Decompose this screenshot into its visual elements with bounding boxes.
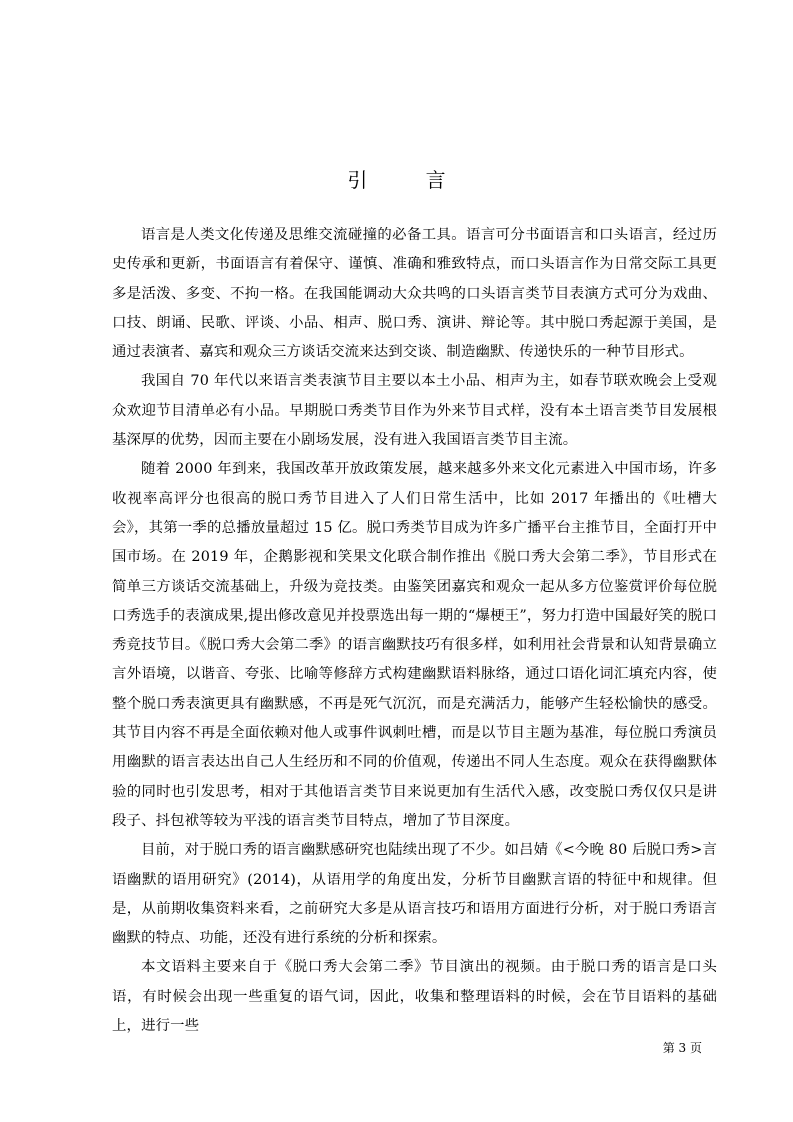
page-number: 第 3 页 xyxy=(662,1041,702,1055)
paragraph-1: 语言是人类文化传递及思维交流碰撞的必备工具。语言可分书面语言和口头语言，经过历史传承和更新，书面语言有着保守、谨慎、准确和雅致特点，而口头语言作为日常交际工具更多是活泼、多变、不拘一格。在我国能调动大众共鸣的口头语言类节目表演方式可分为戏曲、口技、朗诵、民歌、评谈、小品、相声、脱口秀、演讲、辩论等。其中脱口秀起源于美国，是通过表演者、嘉宾和观众三方谈话交流来达到交谈、制造幽默、传递快乐的一种节目形式。 xyxy=(112,227,717,361)
section-title: 引 言 xyxy=(347,168,472,192)
paragraph-3: 随着 2000 年到来，我国改革开放政策发展，越来越多外来文化元素进入中国市场，许多收视率高评分也很高的脱口秀节目进入了人们日常生活中，比如 2017 年播出的《吐槽大会》，其第一季的总播放量超过 15 亿。脱口秀类节目成为许多广播平台主推节目，全面打开中国市场。在 2019 年，企鹅影视和笑果文化联合制作推出《脱口秀大会第二季》，节目形式在简单三方谈话交流基础上，升级为竞技类。由鉴笑团嘉宾和观众一起从多方位鉴赏评价每位脱口秀选手的表演成果,提出修改意见并投票选出每一期的“爆梗王”，努力打造中国最好笑的脱口秀竞技节目。《脱口秀大会第二季》的语言幽默技巧有很多样，如利用社会背景和认知背景确立言外语境，以谐音、夸张、比喻等修辞方式构建幽默语料脉络，通过口语化词汇填充内容，使整个脱口秀表演更具有幽默感，不再是死气沉沉，而是充满活力，能够产生轻松愉快的感受。其节目内容不再是全面依赖对他人或事件讽刺吐槽，而是以节目主题为基准，每位脱口秀演员用幽默的语言表达出自己人生经历和不同的价值观，传递出不同人生态度。观众在获得幽默体验的同时也引发思考，相对于其他语言类节目来说更加有生活代入感，改变脱口秀仅仅只是讲段子、抖包袱等较为平浅的语言类节目特点，增加了节目深度。 xyxy=(112,461,717,829)
paragraph-4: 目前，对于脱口秀的语言幽默感研究也陆续出现了不少。如吕婧《<今晚 80 后脱口秀>言语幽默的语用研究》(2014)，从语用学的角度出发，分析节目幽默言语的特征中和规律。但是，从前期收集资料来看，之前研究大多是从语言技巧和语用方面进行分析，对于脱口秀语言幽默的特点、功能，还没有进行系统的分析和探索。 xyxy=(112,842,717,947)
body-text xyxy=(112,221,717,1041)
paragraph-5: 本文语料主要来自于《脱口秀大会第二季》节目演出的视频。由于脱口秀的语言是口头语，有时候会出现一些重复的语气词，因此，收集和整理语料的时候，会在节目语料的基础上，进行一些 xyxy=(112,959,717,1035)
paragraph-2: 我国自 70 年代以来语言类表演节目主要以本土小品、相声为主，如春节联欢晚会上受观众欢迎节目清单必有小品。早期脱口秀类节目作为外来节目式样，没有本土语言类节目发展根基深厚的优势，因而主要在小剧场发展，没有进入我国语言类节目主流。 xyxy=(112,373,717,449)
